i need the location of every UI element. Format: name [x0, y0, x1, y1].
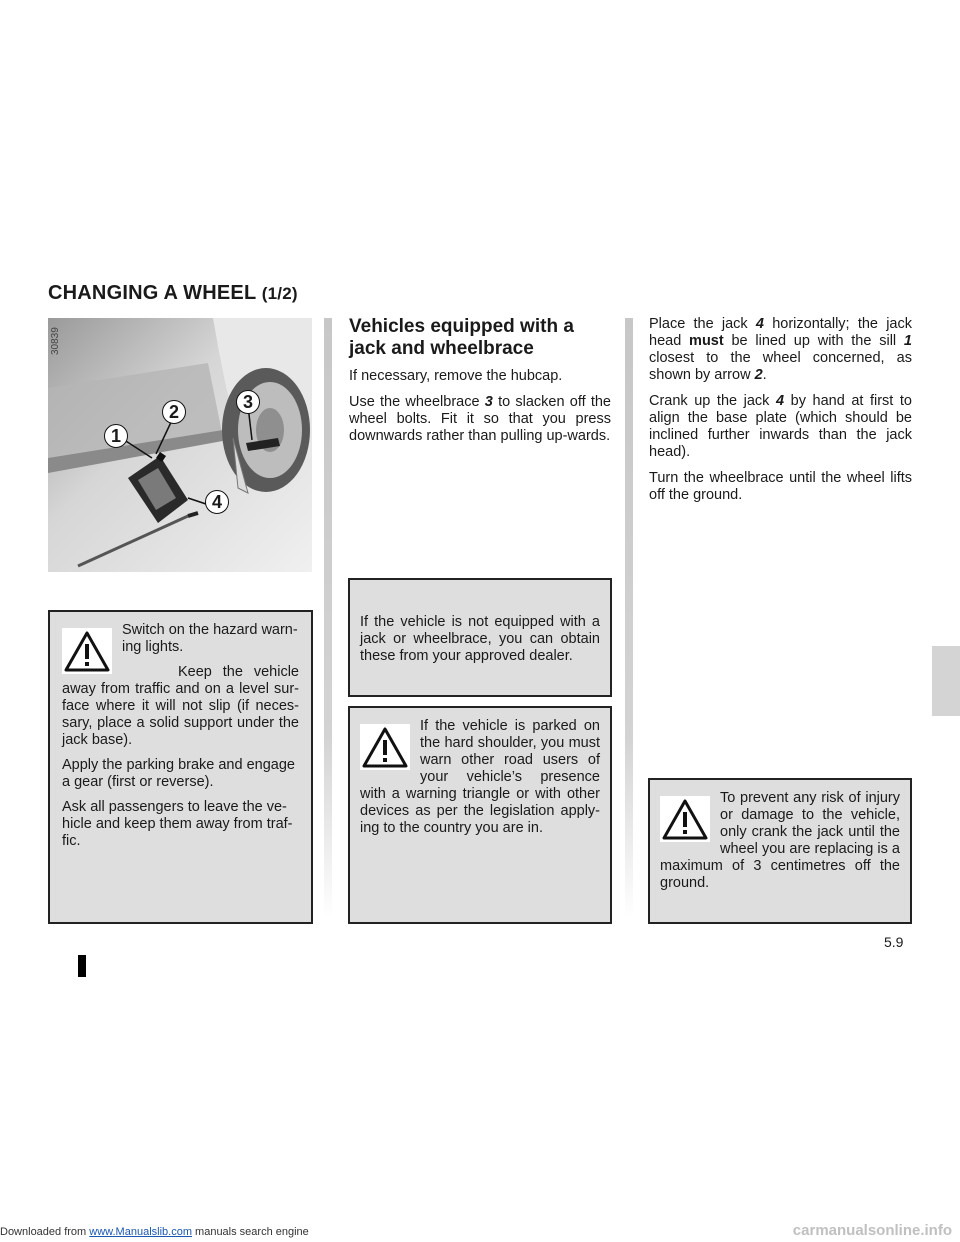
warning-triangle-icon: [62, 628, 112, 674]
page-title-sub: (1/2): [261, 284, 298, 303]
info-box: [348, 578, 612, 697]
page-title-main: CHANGING A WHEEL: [48, 282, 257, 304]
warning-left-p3: Apply the parking brake and engage a gear (first or reverse).: [62, 757, 295, 790]
warning-right-text: To prevent any risk of injury or damage to the vehicle, only crank the jack until the wheel you are replacing is a maximum of 3 centimetres off the ground.: [660, 790, 900, 891]
right-p1: Place the jack 4 horizontally; the jack head must be lined up with the sill 1 closest to the wheel concerned, as shown by arrow 2.: [649, 316, 912, 383]
warning-middle-text: If the vehicle is parked on the hard shoulder, you must warn other road users of your vehicle’s presence with a warning triangle or with other devices as per the legislation apply-ing to the country you are in.: [360, 718, 600, 836]
page-title: [48, 282, 298, 305]
footer-download-note: Downloaded from www.Manualslib.com manuals search engine: [0, 1226, 309, 1238]
warning-left-p1: Switch on the hazard warn-ing lights.: [122, 622, 298, 655]
right-p3: Turn the wheelbrace until the wheel lifts off the ground.: [649, 470, 912, 503]
middle-p1: If necessary, remove the hubcap.: [349, 368, 563, 384]
callout-3: 3: [236, 390, 260, 414]
page-marker: [78, 955, 86, 977]
warning-box-middle: [348, 706, 612, 924]
middle-column: [349, 316, 611, 454]
warning-left-p2: Keep the vehicle away from traffic and on a level sur-face where it will not slip (if neces-sary, place a solid support under the jack base).: [62, 664, 299, 748]
warning-triangle-icon: [360, 724, 410, 770]
warning-box-left: [48, 610, 313, 924]
callout-1: 1: [104, 424, 128, 448]
info-box-text: If the vehicle is not equipped with a jack or wheelbrace, you can obtain these from your approved dealer.: [360, 614, 600, 664]
callout-4: 4: [205, 490, 229, 514]
warning-left-p4: Ask all passengers to leave the ve-hicle and keep them away from traf-fic.: [62, 799, 293, 849]
warning-box-right: [648, 778, 912, 924]
wheel-jack-illustration: [48, 318, 312, 572]
callout-2: 2: [162, 400, 186, 424]
wheel-jack-icon: [48, 318, 312, 572]
column-divider: [625, 318, 633, 918]
warning-triangle-icon: [660, 796, 710, 842]
section-tab: [932, 646, 960, 716]
image-id-label: 30839: [50, 327, 61, 355]
footer-watermark: carmanualsonline.info: [792, 1222, 952, 1239]
manualslib-link[interactable]: www.Manualslib.com: [89, 1226, 192, 1238]
column-divider: [324, 318, 332, 918]
page-number: 5.9: [884, 934, 904, 950]
middle-p2: Use the wheelbrace 3 to slacken off the wheel bolts. Fit it so that you press downwards rather than pulling up-wards.: [349, 394, 611, 444]
right-column: [649, 316, 912, 513]
right-p2: Crank up the jack 4 by hand at first to align the base plate (which should be inclined further inwards than the jack head).: [649, 393, 912, 460]
section-heading: Vehicles equipped with a jack and wheelbrace: [349, 316, 574, 359]
